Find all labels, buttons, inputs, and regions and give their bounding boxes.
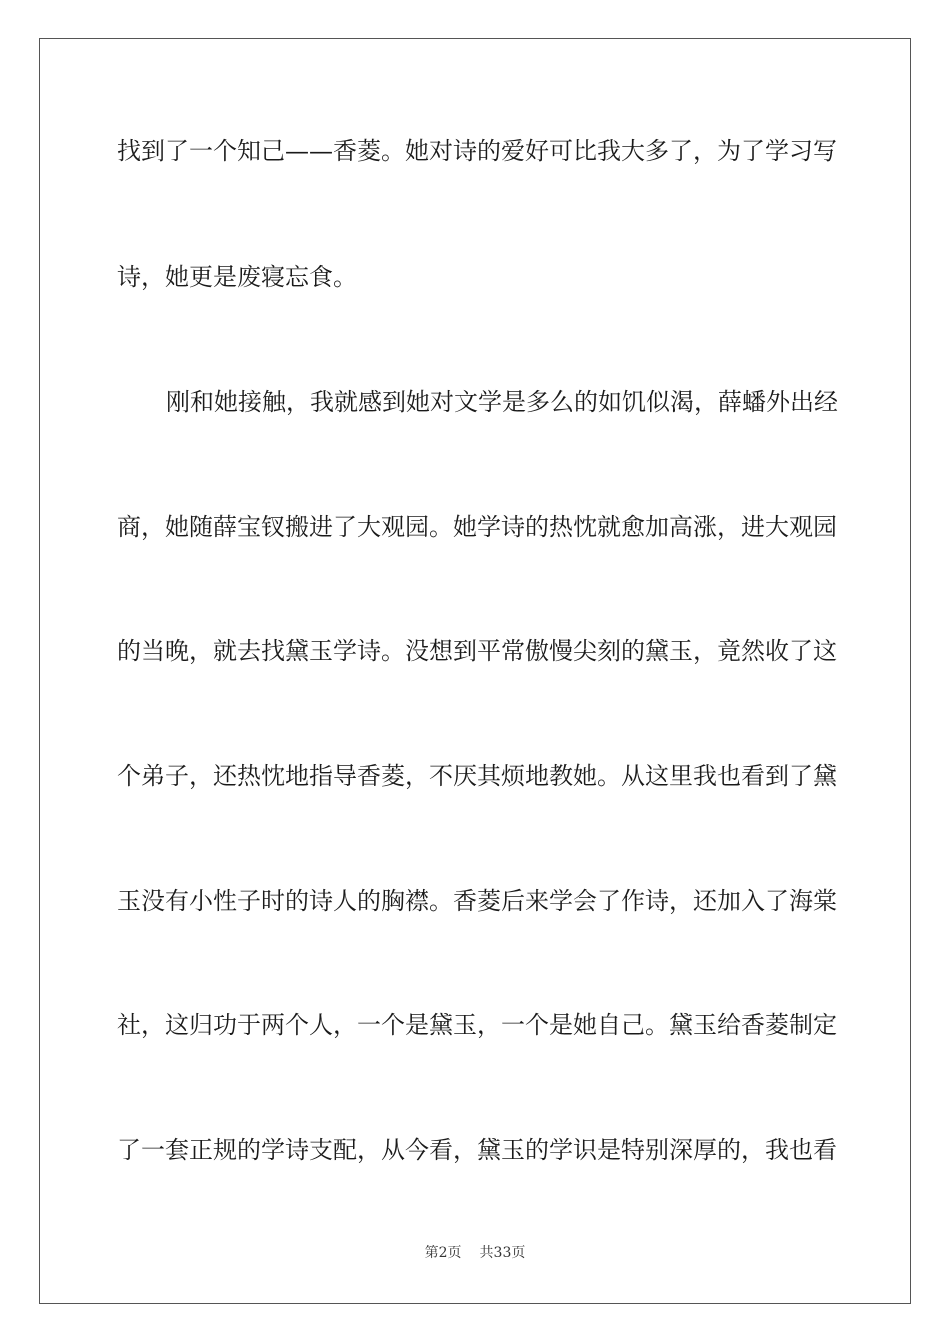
- paragraph-start-line: 刚和她接触，我就感到她对文学是多么的如饥似渴，薛蟠外出经: [166, 388, 838, 416]
- text-line: 玉没有小性子时的诗人的胸襟。香菱后来学会了作诗，还加入了海棠: [117, 887, 837, 915]
- page-footer: [0, 1243, 950, 1263]
- text-line: 商，她随薛宝钗搬进了大观园。她学诗的热忱就愈加高涨，进大观园: [117, 513, 837, 541]
- text-line: 的当晚，就去找黛玉学诗。没想到平常傲慢尖刻的黛玉，竟然收了这: [117, 637, 837, 665]
- text-line: 找到了一个知己——香菱。她对诗的爱好可比我大多了，为了学习写: [117, 137, 837, 165]
- page-number: 第2页: [424, 1245, 462, 1261]
- text-line: 个弟子，还热忱地指导香菱，不厌其烦地教她。从这里我也看到了黛: [117, 762, 837, 790]
- page-total: 共33页: [479, 1245, 526, 1261]
- text-line: 了一套正规的学诗支配，从今看，黛玉的学识是特别深厚的，我也看: [117, 1136, 837, 1164]
- page-border: [39, 38, 911, 1304]
- text-line: 社，这归功于两个人，一个是黛玉，一个是她自己。黛玉给香菱制定: [117, 1011, 837, 1039]
- text-line: 诗，她更是废寝忘食。: [117, 263, 357, 291]
